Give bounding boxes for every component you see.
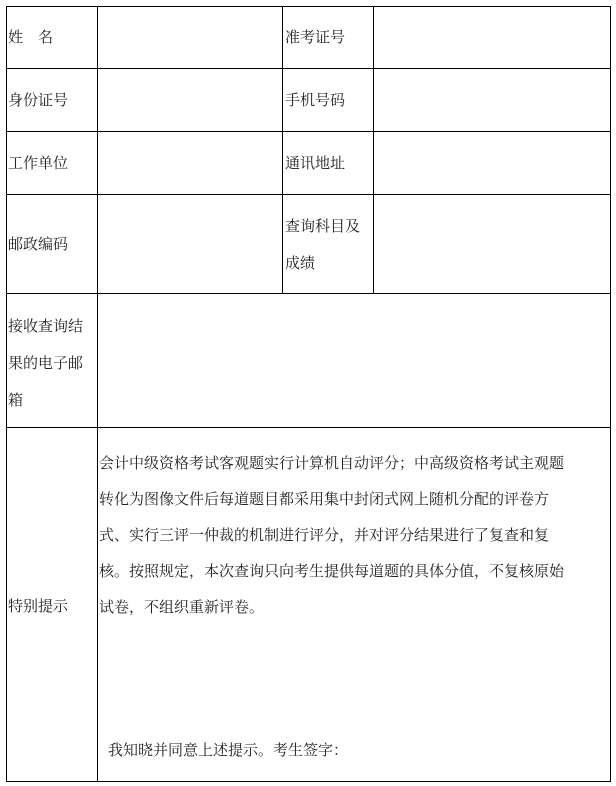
special-notice-text bbox=[99, 445, 611, 625]
table-border-right bbox=[610, 6, 611, 782]
notice-line: 核。按照规定，本次查询只向考生提供每道题的具体分值，不复核原始 bbox=[99, 562, 565, 580]
exam-ticket-number-label: 准考证号 bbox=[285, 28, 346, 46]
column-divider-1 bbox=[97, 6, 98, 782]
column-divider-2 bbox=[282, 6, 283, 294]
inquiry-subjects-label-line2: 成绩 bbox=[285, 254, 316, 272]
special-notice-label: 特别提示 bbox=[8, 597, 69, 615]
candidate-agreement-signature: 我知晓并同意上述提示。考生签字： bbox=[108, 741, 349, 759]
email-label-line1: 接收查询结 bbox=[8, 317, 84, 335]
notice-line: 会计中级资格考试客观题实行计算机自动评分；中高级资格考试主观题 bbox=[99, 454, 565, 472]
email-label-line2: 果的电子邮 bbox=[8, 354, 84, 372]
work-unit-label: 工作单位 bbox=[8, 154, 69, 172]
notice-line: 转化为图像文件后每道题目都采用集中封闭式网上随机分配的评卷方 bbox=[99, 490, 550, 508]
phone-number-label: 手机号码 bbox=[285, 91, 346, 109]
table-border-left bbox=[6, 6, 7, 782]
postal-code-label: 邮政编码 bbox=[8, 235, 69, 253]
inquiry-subjects-label-line1: 查询科目及 bbox=[285, 217, 361, 235]
notice-line: 试卷，不组织重新评卷。 bbox=[99, 598, 265, 616]
column-divider-3 bbox=[373, 6, 374, 294]
notice-line: 式、实行三评一仲裁的机制进行评分，并对评分结果进行了复查和复 bbox=[99, 526, 550, 544]
id-number-label: 身份证号 bbox=[8, 91, 69, 109]
mailing-address-label: 通讯地址 bbox=[285, 154, 346, 172]
name-label: 姓 名 bbox=[8, 28, 54, 46]
email-label-line3: 箱 bbox=[8, 391, 24, 409]
